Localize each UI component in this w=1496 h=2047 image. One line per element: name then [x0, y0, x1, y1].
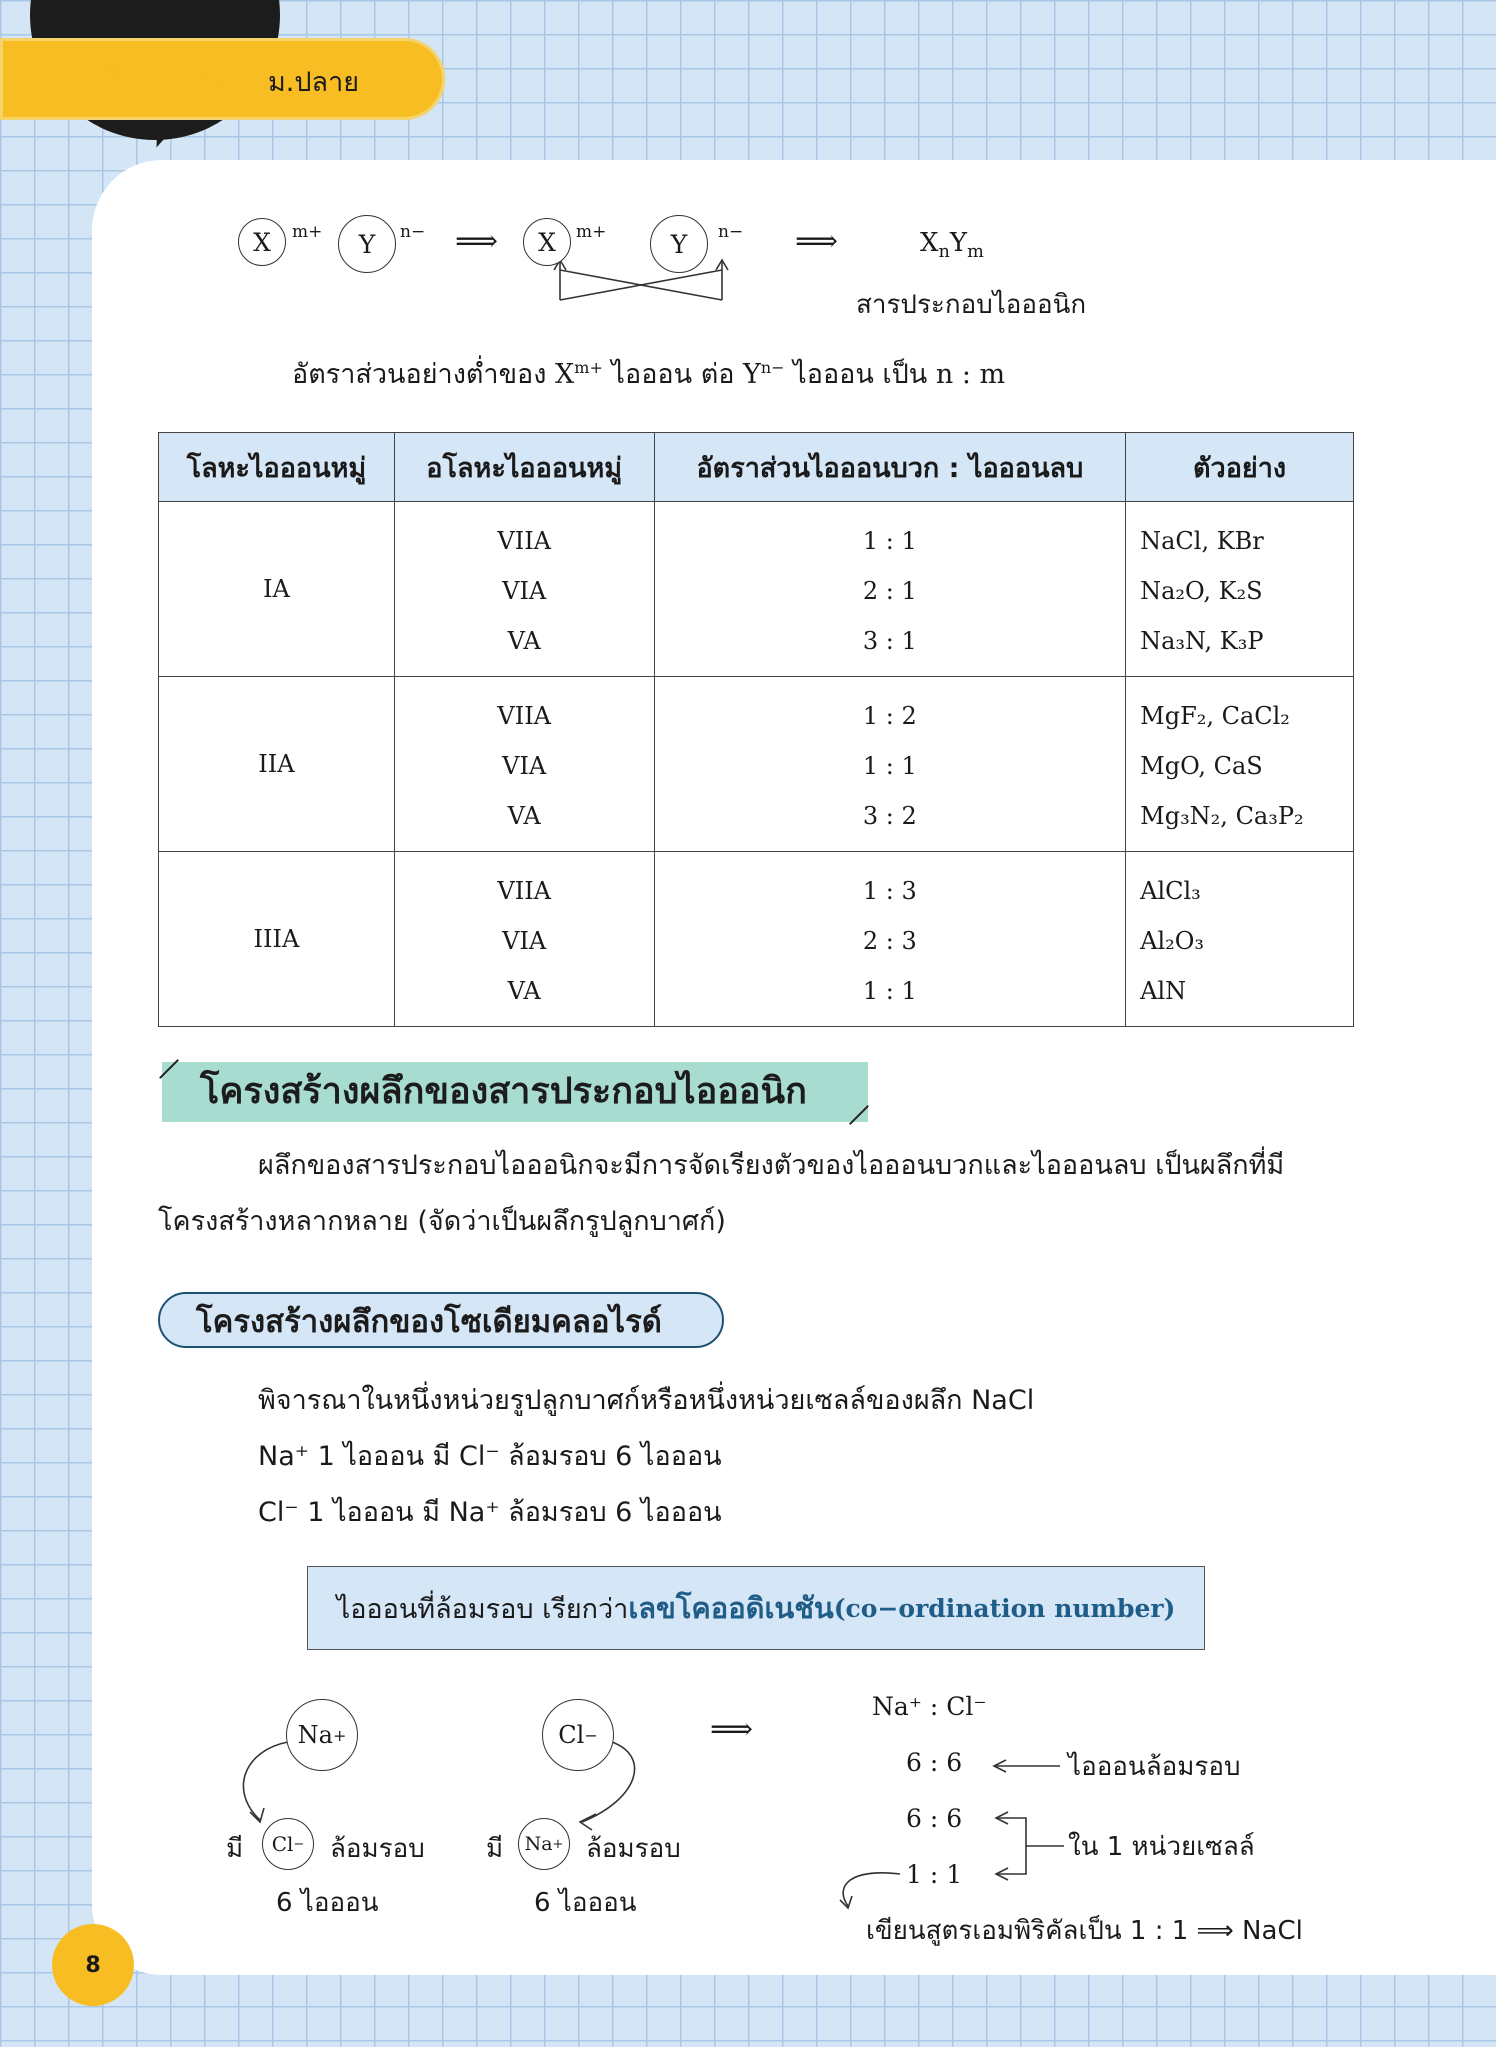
coordination-english: (co−ordination number): [833, 1593, 1176, 1623]
table-header: อโลหะไอออนหมู่: [394, 433, 654, 502]
metal-group: IIA: [159, 677, 395, 852]
section-paragraph-line-2: โครงสร้างหลากหลาย (จัดว่าเป็นผลึกรูปลูกบาศก์): [158, 1206, 726, 1237]
metal-group: IA: [159, 502, 395, 677]
ratio-head: Na⁺ : Cl⁻: [872, 1692, 987, 1721]
ratio-row-2: 6 : 6: [906, 1804, 963, 1833]
ratio-note-surround: ไอออนล้อมรอบ: [1068, 1752, 1241, 1782]
nonmetal-group: VIA: [394, 566, 654, 616]
table-row: [159, 852, 1354, 917]
example: MgO, CaS: [1126, 741, 1354, 791]
subject-label: CHEMISTRY: [75, 60, 254, 91]
ratio-row-3: 1 : 1: [906, 1860, 963, 1889]
surround-label: ล้อมรอบ: [586, 1834, 681, 1864]
ion-ratio: 2 : 1: [654, 566, 1126, 616]
ratio-arrow-1: [990, 1752, 1070, 1782]
table-header: ตัวอย่าง: [1126, 433, 1354, 502]
nonmetal-group: VIA: [394, 741, 654, 791]
reaction-arrow-1: ⟹: [455, 224, 499, 259]
subsection-line-2: Na⁺ 1 ไอออน มี Cl⁻ ล้อมรอบ 6 ไอออน: [258, 1441, 722, 1472]
y-charge: n−: [400, 222, 426, 242]
compound-label: สารประกอบไอออนิก: [856, 290, 1087, 320]
x-ion-circle: X: [238, 218, 286, 266]
ion-ratio: 1 : 1: [654, 741, 1126, 791]
section-heading: โครงสร้างผลึกของสารประกอบไอออนิก: [162, 1062, 868, 1122]
empirical-formula-line: เขียนสูตรเอมพิริคัลเป็น 1 : 1 ⟹ NaCl: [866, 1916, 1303, 1946]
ion-ratio: 1 : 1: [654, 966, 1126, 1027]
example: AlCl₃: [1126, 852, 1354, 917]
ionic-formula: $X_nY_m$: [920, 228, 984, 263]
metal-group: IIIA: [159, 852, 395, 1027]
x-charge-2: m+: [576, 222, 607, 242]
example: MgF₂, CaCl₂: [1126, 677, 1354, 742]
subsection-heading: โครงสร้างผลึกของโซเดียมคลอไรด์: [158, 1292, 724, 1348]
example: AlN: [1126, 966, 1354, 1027]
ratio-sentence: อัตราส่วนอย่างต่ำของ $X^{m+}$ ไอออน ต่อ $Y^{n-}$ ไอออน เป็น n : m: [292, 358, 1006, 390]
ion-ratio: 1 : 2: [654, 677, 1126, 742]
y-charge-2: n−: [718, 222, 744, 242]
page-number: 8: [52, 1924, 134, 2006]
cell-bracket: [990, 1800, 1070, 1890]
nonmetal-group: VIIA: [394, 677, 654, 742]
example: Mg₃N₂, Ca₃P₂: [1126, 791, 1354, 852]
ionic-ratio-table: [158, 432, 1354, 1027]
x-ion-circle-2: X: [523, 218, 571, 266]
ion-ratio: 1 : 3: [654, 852, 1126, 917]
section-paragraph-line-1: ผลึกของสารประกอบไอออนิกจะมีการจัดเรียงตัวของไอออนบวกและไอออนลบ เป็นผลึกที่มี: [258, 1150, 1285, 1181]
ion-ratio: 3 : 1: [654, 616, 1126, 677]
level-label: ม.ปลาย: [268, 67, 360, 98]
cl-ion-circle: Cl −: [542, 1699, 614, 1771]
example: Al₂O₃: [1126, 916, 1354, 966]
x-charge: m+: [292, 222, 323, 242]
ion-ratio: 2 : 3: [654, 916, 1126, 966]
six-ions-label: 6 ไอออน: [534, 1888, 637, 1918]
na-ion-circle: Na +: [286, 1699, 358, 1771]
surround-label: ล้อมรอบ: [330, 1834, 425, 1864]
y-ion-circle: Y: [338, 215, 396, 273]
has-label: มี: [226, 1834, 244, 1864]
cell-note: ใน 1 หน่วยเซลล์: [1068, 1832, 1255, 1862]
ion-ratio: 3 : 2: [654, 791, 1126, 852]
example: Na₃N, K₃P: [1126, 616, 1354, 677]
nacl-arrow: ⟹: [710, 1712, 754, 1747]
has-label: มี: [486, 1834, 504, 1864]
ion-ratio: 1 : 1: [654, 502, 1126, 567]
na-small-circle: Na +: [518, 1818, 570, 1870]
example: NaCl, KBr: [1126, 502, 1354, 567]
ratio-row-1: 6 : 6: [906, 1748, 963, 1777]
nonmetal-group: VIIA: [394, 852, 654, 917]
y-ion-circle-2: Y: [650, 215, 708, 273]
subsection-line-3: Cl⁻ 1 ไอออน มี Na⁺ ล้อมรอบ 6 ไอออน: [258, 1497, 722, 1528]
table-row: [159, 502, 1354, 567]
subsection-line-1: พิจารณาในหนึ่งหน่วยรูปลูกบาศก์หรือหนึ่งหน่วยเซลล์ของผลึก NaCl: [258, 1385, 1035, 1416]
coordination-prefix: ไอออนที่ล้อมรอบ เรียกว่า: [336, 1593, 629, 1625]
nonmetal-group: VA: [394, 966, 654, 1027]
table-header: อัตราส่วนไอออนบวก : ไอออนลบ: [654, 433, 1126, 502]
nonmetal-group: VA: [394, 616, 654, 677]
nonmetal-group: VA: [394, 791, 654, 852]
nonmetal-group: VIIA: [394, 502, 654, 567]
coordination-note-box: [307, 1566, 1205, 1650]
cl-small-circle: Cl −: [262, 1818, 314, 1870]
example: Na₂O, K₂S: [1126, 566, 1354, 616]
table-header: โลหะไอออนหมู่: [159, 433, 395, 502]
reaction-arrow-2: ⟹: [795, 224, 839, 259]
six-ions-label: 6 ไอออน: [276, 1888, 379, 1918]
table-row: [159, 677, 1354, 742]
coordination-term: เลขโคออดิเนชัน: [628, 1591, 834, 1625]
nonmetal-group: VIA: [394, 916, 654, 966]
